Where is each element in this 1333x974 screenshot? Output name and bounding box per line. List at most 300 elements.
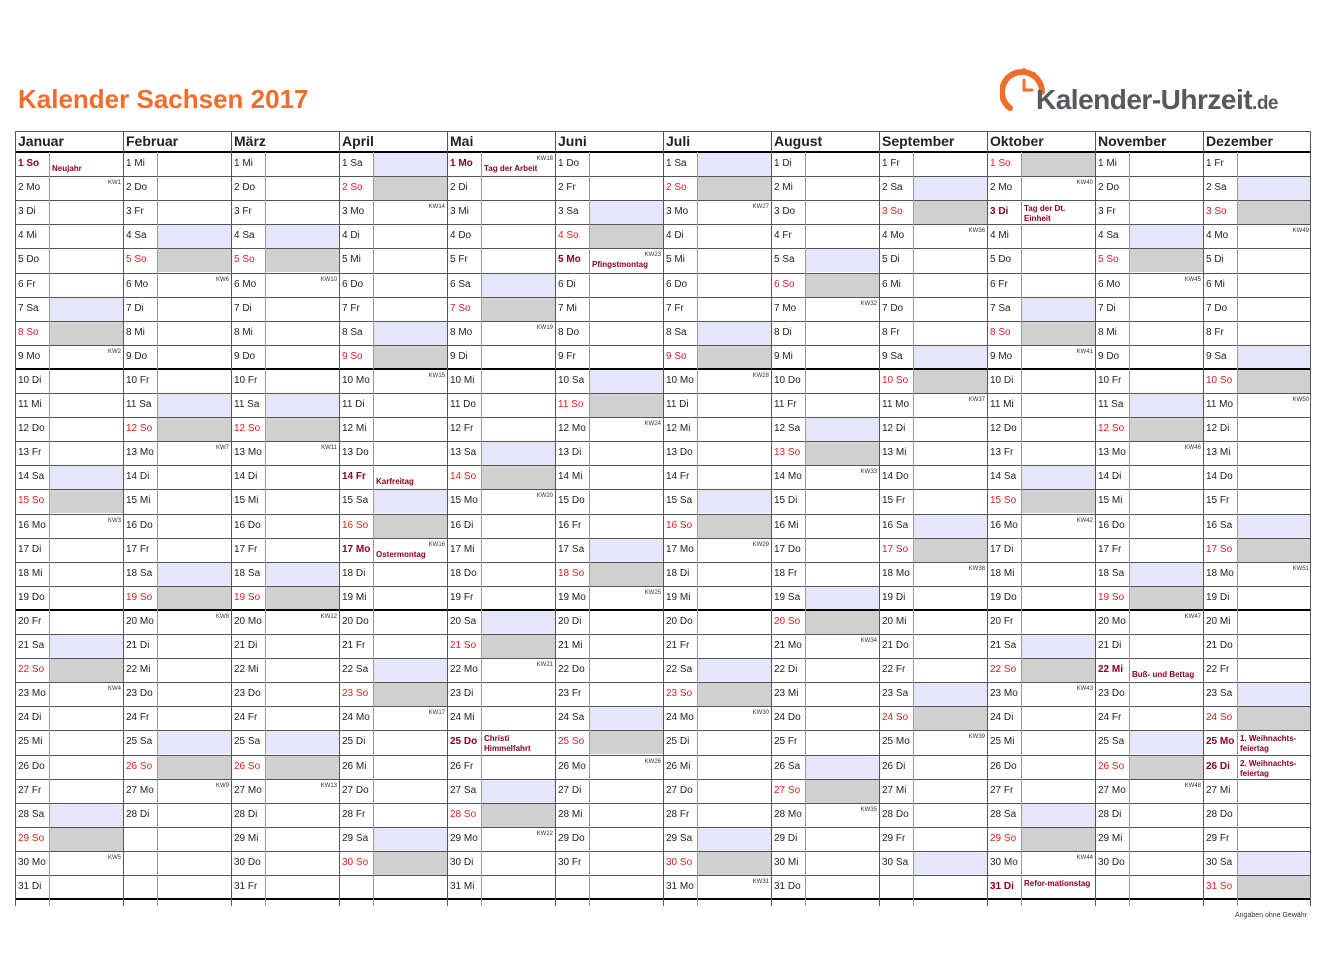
day-note-cell[interactable] (913, 441, 987, 465)
day-note-cell[interactable] (913, 273, 987, 297)
day-note-cell[interactable] (1021, 755, 1095, 779)
day-note-cell[interactable] (805, 345, 879, 369)
day-cell[interactable]: 6 So (774, 278, 795, 290)
day-note-cell[interactable] (913, 610, 987, 634)
day-note-cell[interactable] (49, 851, 123, 875)
day-cell[interactable]: 31 Mi (450, 881, 475, 892)
day-note-cell[interactable] (373, 706, 447, 730)
day-note-cell[interactable] (805, 634, 879, 658)
day-note-cell[interactable] (805, 393, 879, 417)
day-cell[interactable]: 13 Mo (234, 447, 262, 459)
day-note-cell[interactable] (49, 610, 123, 634)
day-note-cell[interactable] (157, 634, 231, 658)
day-cell[interactable]: 18 Mi (990, 567, 1015, 579)
day-note-cell[interactable] (1237, 297, 1311, 321)
day-cell[interactable]: 7 Di (234, 302, 252, 314)
day-cell[interactable]: 18 Do (450, 567, 477, 579)
day-note-cell[interactable] (805, 658, 879, 682)
day-cell[interactable]: 4 Di (666, 230, 684, 242)
day-note-cell[interactable] (1021, 248, 1095, 272)
day-cell[interactable]: 27 Mo (1098, 784, 1126, 796)
day-note-cell[interactable] (265, 875, 339, 899)
day-note-cell[interactable] (589, 441, 663, 465)
day-cell[interactable]: 31 Fr (234, 881, 258, 892)
day-cell[interactable]: 22 Sa (342, 664, 369, 676)
day-cell[interactable]: 15 Sa (666, 495, 693, 507)
day-cell[interactable]: 22 Mi (1098, 664, 1124, 676)
day-cell[interactable]: 27 Fr (990, 784, 1014, 796)
day-cell[interactable]: 16 Do (234, 519, 261, 531)
day-cell[interactable]: 16 Fr (558, 519, 582, 531)
day-note-cell[interactable] (157, 465, 231, 489)
day-cell[interactable]: 13 Mo (1098, 447, 1126, 459)
day-cell[interactable]: 6 Sa (450, 278, 471, 290)
day-note-cell[interactable] (373, 851, 447, 875)
day-cell[interactable]: 11 Do (450, 399, 476, 410)
day-cell[interactable]: 27 Mo (234, 784, 262, 796)
day-cell[interactable]: 29 So (990, 832, 1017, 844)
day-note-cell[interactable] (373, 779, 447, 803)
day-note-cell[interactable] (1129, 441, 1203, 465)
day-cell[interactable]: 19 Fr (450, 591, 474, 603)
day-note-cell[interactable] (49, 706, 123, 730)
day-note-cell[interactable] (481, 851, 555, 875)
day-cell[interactable]: 30 Do (234, 856, 261, 868)
day-cell[interactable]: 16 Mi (774, 519, 799, 531)
day-cell[interactable]: 25 Di (342, 736, 366, 748)
day-note-cell[interactable] (49, 441, 123, 465)
day-note-cell[interactable] (1129, 562, 1203, 586)
day-cell[interactable]: 7 Mi (558, 302, 577, 314)
day-note-cell[interactable] (805, 538, 879, 562)
day-cell[interactable]: 23 Di (450, 688, 474, 700)
day-cell[interactable]: 8 Sa (342, 326, 363, 338)
day-cell[interactable]: 4 Mo (882, 230, 905, 242)
day-cell[interactable]: 24 Di (18, 712, 42, 724)
day-cell[interactable]: 24 Fr (234, 712, 258, 724)
day-cell[interactable]: 28 Fr (666, 808, 690, 820)
day-note-cell[interactable] (1129, 345, 1203, 369)
day-note-cell[interactable] (697, 755, 771, 779)
day-note-cell[interactable] (805, 875, 879, 899)
day-cell[interactable]: 12 Do (18, 423, 45, 435)
day-note-cell[interactable] (1237, 248, 1311, 272)
day-note-cell[interactable] (913, 538, 987, 562)
day-note-cell[interactable] (697, 176, 771, 200)
day-cell[interactable]: 24 So (1206, 712, 1233, 724)
day-note-cell[interactable] (373, 441, 447, 465)
day-cell[interactable]: 26 So (234, 760, 261, 772)
day-cell[interactable]: 2 Do (126, 182, 148, 194)
day-cell[interactable]: 19 Di (1206, 591, 1230, 603)
day-note-cell[interactable] (481, 658, 555, 682)
day-note-cell[interactable] (481, 369, 555, 393)
day-note-cell[interactable] (1129, 200, 1203, 224)
day-note-cell[interactable] (1021, 586, 1095, 610)
day-note-cell[interactable] (1129, 273, 1203, 297)
day-cell[interactable]: 26 Mi (342, 760, 367, 772)
day-cell[interactable]: 14 Fr (342, 471, 366, 483)
day-note-cell[interactable] (481, 514, 555, 538)
day-note-cell[interactable] (1237, 851, 1311, 875)
day-cell[interactable]: 31 Mo (666, 881, 694, 892)
day-cell[interactable]: 16 So (666, 519, 693, 531)
day-cell[interactable]: 7 Di (126, 302, 144, 314)
day-cell[interactable]: 17 Di (990, 543, 1014, 555)
day-note-cell[interactable] (913, 682, 987, 706)
day-note-cell[interactable] (373, 803, 447, 827)
day-note-cell[interactable] (49, 345, 123, 369)
day-note-cell[interactable] (589, 586, 663, 610)
day-note-cell[interactable] (481, 586, 555, 610)
day-note-cell[interactable] (157, 514, 231, 538)
day-cell[interactable]: 2 Do (1098, 182, 1120, 194)
day-note-cell[interactable] (157, 489, 231, 513)
day-note-cell[interactable] (49, 730, 123, 754)
day-note-cell[interactable] (697, 586, 771, 610)
day-note-cell[interactable] (49, 658, 123, 682)
day-note-cell[interactable] (589, 538, 663, 562)
day-note-cell[interactable] (805, 489, 879, 513)
day-cell[interactable]: 10 Mi (450, 374, 475, 386)
day-cell[interactable]: 5 Mo (558, 254, 581, 266)
day-cell[interactable]: 17 Do (774, 543, 801, 555)
day-cell[interactable]: 16 Di (450, 519, 474, 531)
day-cell[interactable]: 12 Di (1206, 423, 1230, 435)
day-note-cell[interactable] (49, 369, 123, 393)
day-note-cell[interactable] (1237, 393, 1311, 417)
day-cell[interactable]: 18 Sa (234, 567, 261, 579)
day-cell[interactable]: 15 So (990, 495, 1017, 507)
day-cell[interactable]: 7 Do (1206, 302, 1228, 314)
day-note-cell[interactable] (373, 248, 447, 272)
day-cell[interactable]: 20 Di (558, 615, 582, 627)
day-cell[interactable]: 22 Fr (882, 664, 906, 676)
day-cell[interactable]: 23 Sa (1206, 688, 1233, 700)
day-note-cell[interactable] (1021, 273, 1095, 297)
day-cell[interactable]: 8 So (18, 326, 39, 338)
day-note-cell[interactable] (481, 875, 555, 899)
day-cell[interactable]: 5 Fr (450, 254, 468, 266)
day-note-cell[interactable] (481, 441, 555, 465)
day-note-cell[interactable] (1129, 755, 1203, 779)
day-note-cell[interactable] (805, 176, 879, 200)
day-note-cell[interactable] (49, 755, 123, 779)
day-note-cell[interactable] (697, 730, 771, 754)
day-cell[interactable]: 23 Mo (990, 688, 1018, 700)
day-note-cell[interactable] (265, 393, 339, 417)
day-note-cell[interactable] (913, 706, 987, 730)
day-cell[interactable]: 20 Fr (990, 615, 1014, 627)
day-cell[interactable]: 29 Fr (1206, 832, 1230, 844)
day-cell[interactable]: 22 Mo (450, 664, 478, 676)
day-note-cell[interactable] (49, 682, 123, 706)
day-cell[interactable]: 3 Di (990, 206, 1009, 218)
day-note-cell[interactable] (373, 730, 447, 754)
day-note-cell[interactable] (589, 465, 663, 489)
day-cell[interactable]: 8 Fr (1206, 326, 1224, 338)
day-cell[interactable]: 17 Fr (1098, 543, 1122, 555)
day-note-cell[interactable] (373, 586, 447, 610)
day-cell[interactable]: 27 Mi (1206, 784, 1231, 796)
day-cell[interactable]: 14 Di (1098, 471, 1122, 483)
day-cell[interactable]: 22 So (990, 664, 1017, 676)
day-cell[interactable]: 26 Do (18, 760, 45, 772)
day-note-cell[interactable] (1021, 779, 1095, 803)
day-note-cell[interactable] (1237, 369, 1311, 393)
day-cell[interactable]: 31 Do (774, 881, 801, 892)
day-note-cell[interactable] (1129, 465, 1203, 489)
day-note-cell[interactable] (1129, 152, 1203, 176)
day-cell[interactable]: 1 Mi (126, 158, 145, 169)
day-note-cell[interactable] (805, 706, 879, 730)
day-cell[interactable]: 30 So (342, 856, 369, 868)
day-note-cell[interactable] (589, 851, 663, 875)
day-cell[interactable]: 11 Mi (990, 399, 1014, 410)
day-note-cell[interactable] (373, 152, 447, 176)
day-cell[interactable]: 2 So (342, 182, 363, 194)
day-note-cell[interactable] (1129, 586, 1203, 610)
day-note-cell[interactable] (373, 369, 447, 393)
day-cell[interactable]: 15 Mi (126, 495, 151, 507)
day-cell[interactable]: 2 So (666, 182, 687, 194)
day-note-cell[interactable] (805, 586, 879, 610)
day-note-cell[interactable] (265, 634, 339, 658)
day-note-cell[interactable] (589, 369, 663, 393)
day-cell[interactable]: 10 Di (18, 374, 42, 386)
day-note-cell[interactable] (49, 465, 123, 489)
day-cell[interactable]: 1 Mi (234, 158, 253, 169)
day-cell[interactable]: 25 Di (666, 736, 690, 748)
day-note-cell[interactable] (913, 730, 987, 754)
day-note-cell[interactable] (589, 176, 663, 200)
day-note-cell[interactable] (913, 200, 987, 224)
day-cell[interactable]: 7 Sa (18, 302, 39, 314)
day-note-cell[interactable] (481, 152, 555, 176)
day-note-cell[interactable] (589, 610, 663, 634)
day-note-cell[interactable] (157, 393, 231, 417)
day-cell[interactable]: 10 Di (990, 374, 1014, 386)
day-note-cell[interactable] (1021, 176, 1095, 200)
day-cell[interactable]: 8 Sa (666, 326, 687, 338)
day-cell[interactable]: 11 Mo (882, 399, 910, 410)
day-cell[interactable]: 29 Mi (1098, 832, 1123, 844)
day-cell[interactable]: 26 So (1098, 760, 1125, 772)
day-note-cell[interactable] (481, 755, 555, 779)
day-cell[interactable]: 3 So (1206, 206, 1227, 218)
day-cell[interactable]: 28 Do (882, 808, 909, 820)
day-note-cell[interactable] (913, 465, 987, 489)
day-cell[interactable]: 19 Do (990, 591, 1017, 603)
day-note-cell[interactable] (697, 369, 771, 393)
day-cell[interactable]: 5 So (234, 254, 255, 266)
day-cell[interactable]: 5 Sa (774, 254, 795, 266)
day-note-cell[interactable] (1237, 417, 1311, 441)
day-cell[interactable]: 27 So (774, 784, 801, 796)
day-note-cell[interactable] (265, 514, 339, 538)
day-cell[interactable]: 31 Di (18, 881, 42, 892)
day-cell[interactable]: 19 So (126, 591, 153, 603)
day-cell[interactable]: 20 Do (666, 615, 693, 627)
day-note-cell[interactable] (697, 465, 771, 489)
day-cell[interactable]: 21 Do (1206, 640, 1233, 651)
day-cell[interactable]: 29 Di (774, 832, 798, 844)
day-cell[interactable]: 28 Do (1206, 808, 1233, 820)
day-note-cell[interactable] (913, 248, 987, 272)
day-note-cell[interactable] (697, 152, 771, 176)
day-note-cell[interactable] (805, 465, 879, 489)
day-note-cell[interactable] (157, 779, 231, 803)
day-cell[interactable]: 2 Fr (558, 182, 576, 194)
day-cell[interactable]: 30 Mo (18, 856, 46, 868)
day-note-cell[interactable] (157, 730, 231, 754)
day-cell[interactable]: 12 Mi (666, 423, 691, 435)
day-note-cell[interactable] (589, 248, 663, 272)
day-note-cell[interactable] (265, 369, 339, 393)
day-cell[interactable]: 24 Sa (558, 712, 585, 724)
day-note-cell[interactable] (49, 489, 123, 513)
day-cell[interactable]: 9 Do (126, 350, 148, 362)
day-cell[interactable]: 4 Mo (1206, 230, 1229, 242)
day-cell[interactable]: 10 So (1206, 374, 1233, 386)
day-cell[interactable]: 2 Sa (882, 182, 903, 194)
day-cell[interactable]: 17 So (882, 543, 909, 555)
day-note-cell[interactable] (373, 634, 447, 658)
day-note-cell[interactable] (697, 248, 771, 272)
day-note-cell[interactable] (805, 730, 879, 754)
day-note-cell[interactable] (373, 514, 447, 538)
day-note-cell[interactable] (1021, 803, 1095, 827)
day-note-cell[interactable] (481, 345, 555, 369)
day-note-cell[interactable] (913, 562, 987, 586)
day-cell[interactable]: 10 Sa (558, 374, 585, 386)
day-note-cell[interactable] (913, 152, 987, 176)
day-cell[interactable]: 12 Do (990, 423, 1017, 435)
day-cell[interactable]: 30 Di (450, 856, 474, 868)
day-note-cell[interactable] (265, 706, 339, 730)
day-note-cell[interactable] (1129, 538, 1203, 562)
day-cell[interactable]: 19 Di (882, 591, 906, 603)
day-note-cell[interactable] (265, 682, 339, 706)
day-note-cell[interactable] (913, 779, 987, 803)
day-cell[interactable]: 3 Fr (234, 206, 252, 218)
day-note-cell[interactable] (157, 538, 231, 562)
day-cell[interactable]: 20 Mo (234, 615, 262, 627)
day-cell[interactable]: 29 Fr (882, 832, 906, 844)
day-cell[interactable]: 12 Fr (450, 423, 474, 435)
day-note-cell[interactable] (1021, 610, 1095, 634)
day-note-cell[interactable] (697, 851, 771, 875)
day-note-cell[interactable] (49, 393, 123, 417)
day-cell[interactable]: 7 So (450, 302, 471, 314)
day-note-cell[interactable] (1129, 730, 1203, 754)
day-note-cell[interactable] (265, 610, 339, 634)
day-cell[interactable]: 28 Sa (990, 808, 1017, 820)
day-note-cell[interactable] (265, 803, 339, 827)
day-note-cell[interactable] (1237, 345, 1311, 369)
day-note-cell[interactable] (697, 538, 771, 562)
day-cell[interactable]: 3 Sa (558, 206, 579, 218)
day-cell[interactable]: 23 So (342, 688, 369, 700)
day-cell[interactable]: 19 Mo (558, 591, 586, 603)
day-note-cell[interactable] (49, 248, 123, 272)
day-note-cell[interactable] (913, 369, 987, 393)
day-note-cell[interactable] (1237, 441, 1311, 465)
day-note-cell[interactable] (49, 514, 123, 538)
day-cell[interactable]: 22 Sa (666, 664, 693, 676)
day-cell[interactable]: 17 Mi (450, 543, 475, 555)
day-cell[interactable]: 23 Do (234, 688, 261, 700)
day-note-cell[interactable] (49, 634, 123, 658)
day-note-cell[interactable] (805, 610, 879, 634)
day-cell[interactable]: 3 So (882, 206, 903, 218)
day-cell[interactable]: 12 So (1098, 423, 1125, 435)
day-note-cell[interactable] (373, 297, 447, 321)
day-note-cell[interactable] (697, 441, 771, 465)
day-cell[interactable]: 23 Do (126, 688, 153, 700)
day-cell[interactable]: 18 Sa (126, 567, 153, 579)
day-note-cell[interactable] (1021, 706, 1095, 730)
day-note-cell[interactable] (805, 803, 879, 827)
day-note-cell[interactable] (1237, 682, 1311, 706)
day-note-cell[interactable] (697, 345, 771, 369)
day-note-cell[interactable] (1237, 610, 1311, 634)
day-note-cell[interactable] (481, 730, 555, 754)
day-note-cell[interactable] (1129, 489, 1203, 513)
day-cell[interactable]: 3 Mi (450, 206, 469, 218)
day-note-cell[interactable] (589, 827, 663, 851)
day-cell[interactable]: 18 Mo (1206, 567, 1234, 579)
day-cell[interactable]: 13 Do (666, 447, 693, 459)
day-note-cell[interactable] (157, 248, 231, 272)
day-cell[interactable]: 7 Fr (342, 302, 360, 314)
day-note-cell[interactable] (589, 224, 663, 248)
day-note-cell[interactable] (265, 321, 339, 345)
day-note-cell[interactable] (913, 345, 987, 369)
day-note-cell[interactable] (1129, 297, 1203, 321)
day-cell[interactable]: 16 So (342, 519, 369, 531)
day-cell[interactable]: 9 Mo (990, 350, 1013, 362)
day-note-cell[interactable] (1021, 730, 1095, 754)
day-cell[interactable]: 7 Fr (666, 302, 684, 314)
day-note-cell[interactable] (157, 562, 231, 586)
day-note-cell[interactable] (265, 827, 339, 851)
day-note-cell[interactable] (1237, 514, 1311, 538)
day-note-cell[interactable] (1237, 176, 1311, 200)
day-cell[interactable]: 9 So (342, 350, 363, 362)
day-note-cell[interactable] (265, 176, 339, 200)
day-note-cell[interactable] (1021, 827, 1095, 851)
day-cell[interactable]: 13 Fr (990, 447, 1014, 459)
day-note-cell[interactable] (1021, 369, 1095, 393)
day-cell[interactable]: 4 Sa (126, 230, 147, 242)
day-cell[interactable]: 13 So (774, 447, 801, 459)
day-cell[interactable]: 23 Mo (18, 688, 46, 700)
day-cell[interactable]: 22 Mi (126, 664, 151, 676)
day-cell[interactable]: 12 So (234, 423, 261, 435)
day-note-cell[interactable] (913, 393, 987, 417)
day-note-cell[interactable] (589, 755, 663, 779)
day-note-cell[interactable] (157, 610, 231, 634)
day-cell[interactable]: 4 Fr (774, 230, 792, 242)
day-cell[interactable]: 25 Fr (774, 736, 798, 748)
day-note-cell[interactable] (481, 297, 555, 321)
day-note-cell[interactable] (1021, 297, 1095, 321)
day-cell[interactable]: 5 Di (1206, 254, 1224, 266)
day-cell[interactable]: 14 Mo (774, 471, 802, 483)
day-cell[interactable]: 15 Di (774, 495, 798, 507)
day-cell[interactable]: 5 So (1098, 254, 1119, 266)
